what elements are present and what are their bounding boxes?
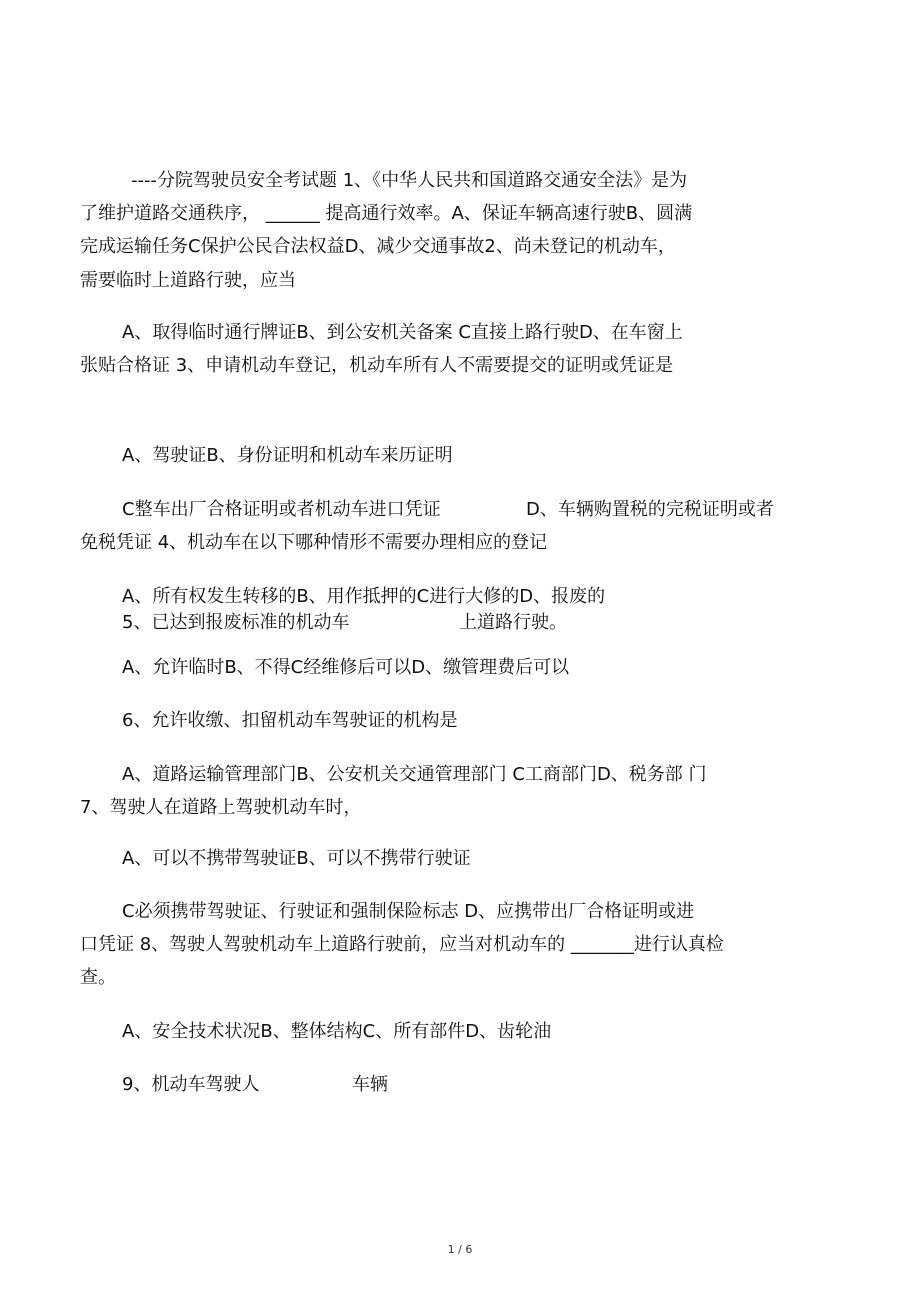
text-line-4: 需要临时上道路行驶，应当 xyxy=(80,270,296,291)
text-line-13: 6、允许收缴、扣留机动车驾驶证的机构是 xyxy=(122,710,458,731)
text-line-19: 查。 xyxy=(80,967,116,988)
text-line-11b: 上道路行驶。 xyxy=(459,612,567,633)
text-line-17: C必须携带驾驶证、行驶证和强制保险标志 D、应携带出厂合格证明或进 xyxy=(122,901,695,922)
text-line-3: 完成运输任务C保护公民合法权益D、减少交通事故2、尚未登记的机动车， xyxy=(80,236,676,257)
page-number: 1 / 6 xyxy=(447,1243,473,1256)
text-line-1: ----分院驾驶员安全考试题 1、《中华人民共和国道路交通安全法》是为 xyxy=(131,170,688,191)
text-line-20: A、安全技术状况B、整体结构C、所有部件D、齿轮油 xyxy=(122,1021,552,1042)
text-line-8: C整车出厂合格证明或者机动车进口凭证 xyxy=(122,499,441,520)
text-line-7: A、驾驶证B、身份证明和机动车来历证明 xyxy=(122,445,453,466)
text-line-21: 9、机动车驾驶人 xyxy=(122,1074,260,1095)
text-line-18: 口凭证 8、驾驶人驾驶机动车上道路行驶前，应当对机动车的 _______进行认真检 xyxy=(80,934,724,955)
text-line-2: 了维护道路交通秩序， ______ 提高通行效率。A、保证车辆高速行驶B、圆满 xyxy=(80,203,693,224)
text-line-11: 5、已达到报废标准的机动车 xyxy=(122,612,350,633)
text-line-12: A、允许临时B、不得C经维修后可以D、缴管理费后可以 xyxy=(122,657,570,678)
text-line-16: A、可以不携带驾驶证B、可以不携带行驶证 xyxy=(122,848,471,869)
text-line-5: A、取得临时通行牌证B、到公安机关备案 C直接上路行驶D、在车窗上 xyxy=(122,322,683,343)
text-line-10: A、所有权发生转移的B、用作抵押的C进行大修的D、报废的 xyxy=(122,586,606,607)
text-line-21b: 车辆 xyxy=(352,1074,388,1095)
text-line-8b: D、车辆购置税的完税证明或者 xyxy=(526,499,774,520)
text-line-14: A、道路运输管理部门B、公安机关交通管理部门 C工商部门D、税务部 门 xyxy=(122,764,707,785)
text-line-15: 7、驾驶人在道路上驾驶机动车时， xyxy=(80,797,362,818)
text-line-9: 免税凭证 4、机动车在以下哪种情形不需要办理相应的登记 xyxy=(80,532,548,553)
text-line-6: 张贴合格证 3、申请机动车登记，机动车所有人不需要提交的证明或凭证是 xyxy=(80,355,674,376)
